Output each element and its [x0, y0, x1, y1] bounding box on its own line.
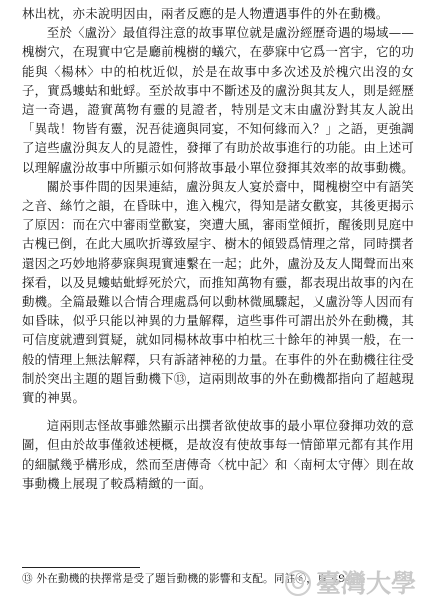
body-text: [22, 4, 414, 493]
paragraph-lu-fen-story-units: 至於〈盧汾〉最值得注意的故事單位就是盧汾經歷奇遇的場域——槐樹穴，在現實中它是廳前槐樹的蟻穴，在夢寐中它爲一宮宇，它的功能與〈楊林〉中的柏枕近似，於是在故事中多次述及於槐穴出沒的女子，實爲螻蛄和蚍蜉。至於故事中不斷述及的盧汾與其友人，則是經歷這一奇遇，證實萬物有靈的見證者，特別是文末由盧汾對其友人說出「異哉！物皆有靈，況吾徒適與同宴，不知何緣而入？」之語，更強調了這些盧汾與友人的見證性，發揮了有助於故事進行的功能。由上述可以理解盧汾故事中所顯示如何將故事最小單位發揮其效率的故事動機。: [22, 25, 414, 175]
svg-text:臺灣大學: 臺灣大學: [316, 569, 417, 598]
footnote-13: ⑬ 外在動機的抉擇常是受了題旨動機的影響和支配。同註⑥，頁 49。: [22, 573, 357, 585]
footnote-divider: [22, 567, 140, 568]
paragraph-conclusion: 這兩則志怪故事雖然顯示出撰者欲使故事的最小單位發揮功效的意圖，但由於故事僅敘述梗概，是故沒有使故事每一情節單元都有其作用的細膩幾乎構形成，然而至唐傳奇〈枕中記〉和〈南柯太守傳〉則在故事動機上展現了較爲精緻的一面。: [22, 418, 414, 491]
university-watermark: [284, 564, 434, 598]
paragraph-causal-connection: 關於事件間的因果連結，盧汾與友人宴於齋中，聞槐樹空中有語笑之音、絲竹之韻，在昏昧中，進入槐穴，得知是諸女歡宴，其後更揭示了原因：而在穴中審雨堂歡宴，突遭大風，審雨堂傾折，醒後則見庭中古槐已倒，在此大風吹折導致屋宇、樹木的傾毀爲情理之常，同時撰者還因之巧妙地將夢寐與現實連繫在一起；此外，盧汾及友人聞聲而出來探看，以及見螻蛄蚍蜉死於穴，而推知萬物有靈，都表現出故事的內在動機。全篇最難以合情合理處爲何以動林微風驟起，乂盧汾等人因而有如昏昧，似乎只能以神異的力量解釋，這些事件可謂出於外在動機，其可信度就遭到質疑，就如同楊林故事中柏枕三十餘年的神異一般，在一般的情理上無法解釋，只有訴諸神秘的力量。在事件的外在動機往往受制於突出主題的題旨動機下⑬，這兩則故事的外在動機都指向了超越現實的神異。: [22, 178, 414, 406]
paragraph-continuation: 林出枕，亦未說明因由，兩者反應的是人物遭遇事件的外在動機。: [22, 6, 389, 21]
